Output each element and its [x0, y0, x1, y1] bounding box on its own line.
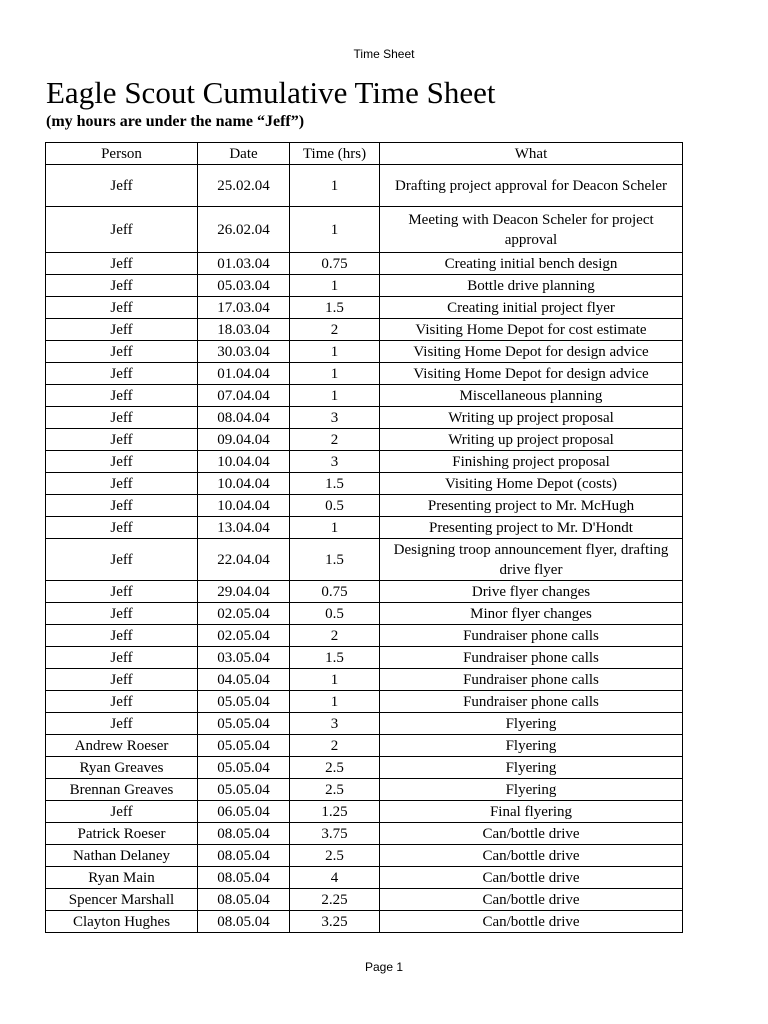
cell-what: Creating initial bench design [380, 253, 683, 275]
page-footer: Page 1 [364, 960, 404, 974]
cell-date: 08.05.04 [198, 823, 290, 845]
cell-time: 1 [290, 669, 380, 691]
table-row [46, 779, 683, 801]
cell-date: 04.05.04 [198, 669, 290, 691]
cell-person: Jeff [46, 603, 198, 625]
cell-person: Jeff [46, 407, 198, 429]
document-subtitle: (my hours are under the name “Jeff”) [46, 113, 305, 130]
cell-what: Fundraiser phone calls [380, 647, 683, 669]
cell-time: 2.5 [290, 779, 380, 801]
page-header: Time Sheet [353, 47, 415, 61]
cell-what: Can/bottle drive [380, 867, 683, 889]
cell-what: Fundraiser phone calls [380, 669, 683, 691]
table-row [46, 889, 683, 911]
cell-date: 13.04.04 [198, 517, 290, 539]
cell-time: 2.25 [290, 889, 380, 911]
cell-time: 2 [290, 735, 380, 757]
table-row [46, 867, 683, 889]
cell-what: Presenting project to Mr. D'Hondt [380, 517, 683, 539]
cell-person: Jeff [46, 297, 198, 319]
cell-date: 05.05.04 [198, 735, 290, 757]
cell-person: Clayton Hughes [46, 911, 198, 933]
cell-time: 1.5 [290, 297, 380, 319]
cell-what: Meeting with Deacon Scheler for project approval [380, 207, 683, 253]
cell-date: 08.05.04 [198, 889, 290, 911]
cell-time: 0.5 [290, 603, 380, 625]
cell-date: 05.05.04 [198, 691, 290, 713]
cell-person: Jeff [46, 691, 198, 713]
cell-date: 01.03.04 [198, 253, 290, 275]
cell-person: Jeff [46, 253, 198, 275]
cell-what: Fundraiser phone calls [380, 625, 683, 647]
table-row [46, 845, 683, 867]
cell-what: Flyering [380, 713, 683, 735]
table-row [46, 451, 683, 473]
cell-person: Jeff [46, 275, 198, 297]
table-row [46, 581, 683, 603]
cell-time: 0.75 [290, 253, 380, 275]
cell-time: 1.5 [290, 473, 380, 495]
cell-what: Can/bottle drive [380, 845, 683, 867]
column-header-date: Date [198, 143, 290, 165]
cell-date: 01.04.04 [198, 363, 290, 385]
cell-time: 3 [290, 407, 380, 429]
cell-what: Drafting project approval for Deacon Scheler [380, 165, 683, 207]
cell-person: Brennan Greaves [46, 779, 198, 801]
column-header-what: What [380, 143, 683, 165]
cell-date: 29.04.04 [198, 581, 290, 603]
cell-person: Jeff [46, 363, 198, 385]
table-row [46, 757, 683, 779]
cell-what: Fundraiser phone calls [380, 691, 683, 713]
cell-time: 1 [290, 517, 380, 539]
cell-time: 1 [290, 385, 380, 407]
cell-date: 10.04.04 [198, 473, 290, 495]
cell-what: Visiting Home Depot for design advice [380, 363, 683, 385]
cell-person: Jeff [46, 473, 198, 495]
cell-person: Nathan Delaney [46, 845, 198, 867]
cell-person: Jeff [46, 165, 198, 207]
cell-time: 1 [290, 207, 380, 253]
cell-date: 06.05.04 [198, 801, 290, 823]
cell-what: Visiting Home Depot for cost estimate [380, 319, 683, 341]
cell-person: Jeff [46, 517, 198, 539]
table-row [46, 823, 683, 845]
cell-what: Can/bottle drive [380, 889, 683, 911]
cell-what: Finishing project proposal [380, 451, 683, 473]
column-header-time: Time (hrs) [290, 143, 380, 165]
cell-date: 26.02.04 [198, 207, 290, 253]
cell-time: 2.5 [290, 757, 380, 779]
table-body [46, 165, 683, 933]
table-row [46, 735, 683, 757]
cell-time: 2.5 [290, 845, 380, 867]
table-row [46, 801, 683, 823]
cell-date: 10.04.04 [198, 495, 290, 517]
cell-time: 2 [290, 319, 380, 341]
cell-time: 1 [290, 363, 380, 385]
table-row [46, 207, 683, 253]
table-row [46, 603, 683, 625]
table-row [46, 911, 683, 933]
cell-person: Jeff [46, 669, 198, 691]
cell-time: 2 [290, 625, 380, 647]
cell-date: 10.04.04 [198, 451, 290, 473]
cell-what: Writing up project proposal [380, 429, 683, 451]
cell-person: Jeff [46, 385, 198, 407]
cell-date: 05.05.04 [198, 779, 290, 801]
cell-time: 0.5 [290, 495, 380, 517]
cell-time: 4 [290, 867, 380, 889]
cell-what: Minor flyer changes [380, 603, 683, 625]
cell-date: 05.05.04 [198, 713, 290, 735]
cell-what: Drive flyer changes [380, 581, 683, 603]
cell-what: Bottle drive planning [380, 275, 683, 297]
cell-time: 3 [290, 713, 380, 735]
cell-what: Creating initial project flyer [380, 297, 683, 319]
table-row [46, 625, 683, 647]
cell-what: Visiting Home Depot for design advice [380, 341, 683, 363]
document-title: Eagle Scout Cumulative Time Sheet [46, 75, 496, 110]
cell-time: 1 [290, 341, 380, 363]
table-row [46, 165, 683, 207]
cell-time: 1.5 [290, 647, 380, 669]
table-row [46, 539, 683, 581]
cell-person: Jeff [46, 647, 198, 669]
cell-date: 02.05.04 [198, 625, 290, 647]
table-row [46, 297, 683, 319]
cell-person: Jeff [46, 319, 198, 341]
cell-time: 0.75 [290, 581, 380, 603]
cell-person: Jeff [46, 713, 198, 735]
cell-person: Jeff [46, 495, 198, 517]
cell-what: Writing up project proposal [380, 407, 683, 429]
table-row [46, 341, 683, 363]
cell-person: Ryan Main [46, 867, 198, 889]
cell-time: 3 [290, 451, 380, 473]
cell-time: 1 [290, 275, 380, 297]
column-header-person: Person [46, 143, 198, 165]
cell-person: Ryan Greaves [46, 757, 198, 779]
table-row [46, 407, 683, 429]
cell-what: Presenting project to Mr. McHugh [380, 495, 683, 517]
table-row [46, 669, 683, 691]
cell-person: Jeff [46, 341, 198, 363]
cell-what: Can/bottle drive [380, 823, 683, 845]
table-header-row [46, 143, 683, 165]
cell-what: Flyering [380, 757, 683, 779]
table-row [46, 253, 683, 275]
cell-person: Jeff [46, 801, 198, 823]
cell-date: 07.04.04 [198, 385, 290, 407]
cell-person: Jeff [46, 429, 198, 451]
table-row [46, 429, 683, 451]
cell-time: 3.75 [290, 823, 380, 845]
table-row [46, 385, 683, 407]
table-row [46, 473, 683, 495]
table-row [46, 713, 683, 735]
cell-date: 05.05.04 [198, 757, 290, 779]
cell-what: Visiting Home Depot (costs) [380, 473, 683, 495]
cell-person: Patrick Roeser [46, 823, 198, 845]
cell-what: Flyering [380, 779, 683, 801]
table-row [46, 647, 683, 669]
cell-person: Andrew Roeser [46, 735, 198, 757]
cell-what: Flyering [380, 735, 683, 757]
cell-person: Jeff [46, 207, 198, 253]
cell-person: Jeff [46, 625, 198, 647]
cell-date: 08.04.04 [198, 407, 290, 429]
cell-date: 22.04.04 [198, 539, 290, 581]
cell-date: 02.05.04 [198, 603, 290, 625]
cell-date: 17.03.04 [198, 297, 290, 319]
cell-date: 09.04.04 [198, 429, 290, 451]
cell-date: 08.05.04 [198, 845, 290, 867]
cell-date: 08.05.04 [198, 911, 290, 933]
cell-time: 3.25 [290, 911, 380, 933]
cell-time: 1 [290, 165, 380, 207]
cell-what: Final flyering [380, 801, 683, 823]
cell-person: Spencer Marshall [46, 889, 198, 911]
cell-time: 1 [290, 691, 380, 713]
cell-time: 1.5 [290, 539, 380, 581]
cell-date: 25.02.04 [198, 165, 290, 207]
cell-person: Jeff [46, 539, 198, 581]
cell-date: 30.03.04 [198, 341, 290, 363]
table-row [46, 275, 683, 297]
cell-what: Designing troop announcement flyer, drafting drive flyer [380, 539, 683, 581]
cell-time: 1.25 [290, 801, 380, 823]
table-row [46, 495, 683, 517]
cell-time: 2 [290, 429, 380, 451]
cell-date: 03.05.04 [198, 647, 290, 669]
cell-person: Jeff [46, 451, 198, 473]
cell-what: Miscellaneous planning [380, 385, 683, 407]
cell-date: 18.03.04 [198, 319, 290, 341]
table-row [46, 319, 683, 341]
time-sheet-table [45, 142, 683, 933]
cell-date: 05.03.04 [198, 275, 290, 297]
table-row [46, 363, 683, 385]
cell-what: Can/bottle drive [380, 911, 683, 933]
cell-person: Jeff [46, 581, 198, 603]
table-row [46, 691, 683, 713]
table-row [46, 517, 683, 539]
cell-date: 08.05.04 [198, 867, 290, 889]
